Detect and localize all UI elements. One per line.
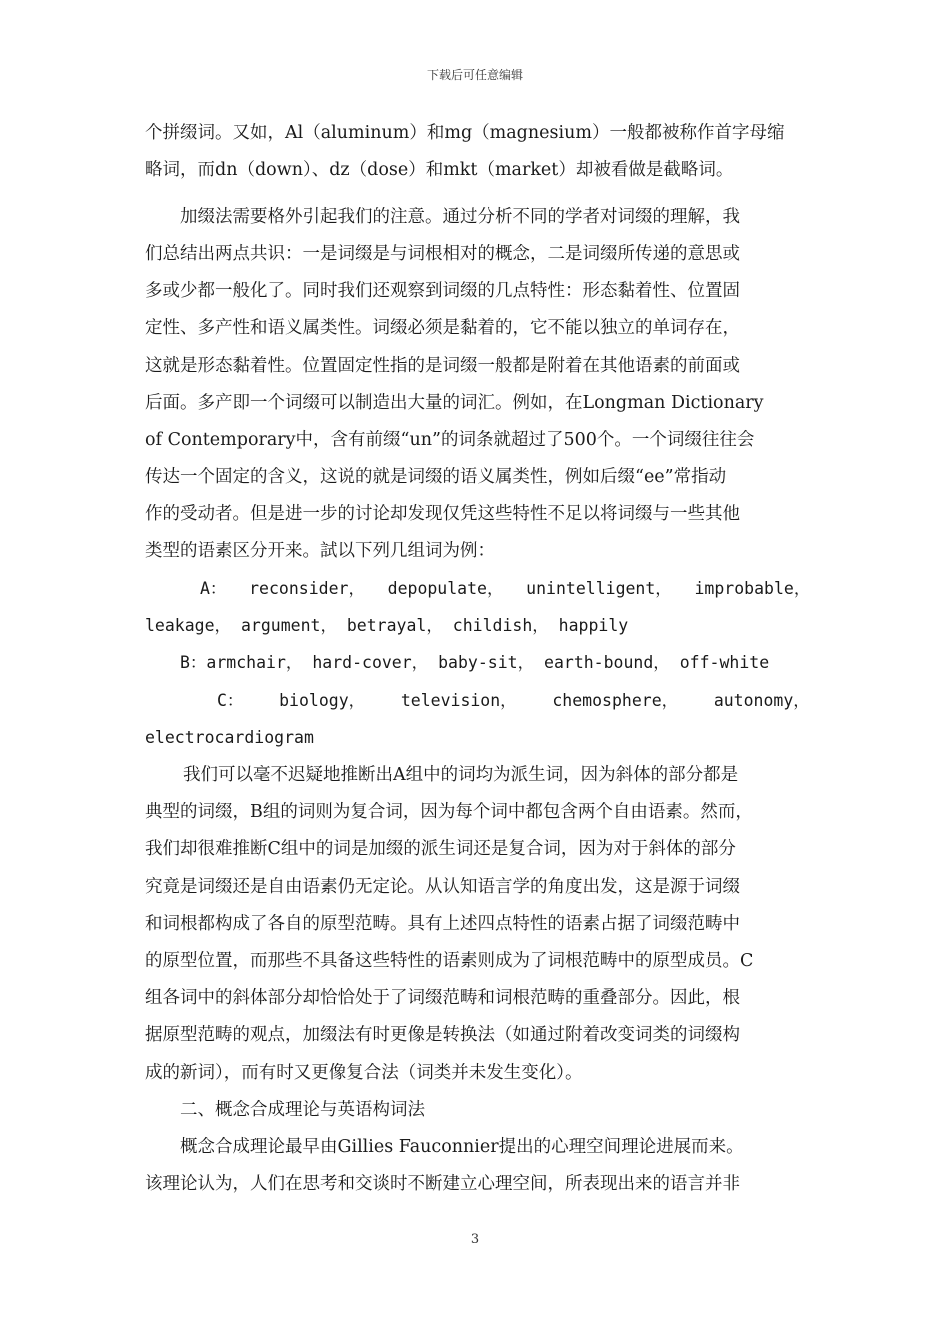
text-line: 定性、多产性和语义属类性。词缀必须是黏着的，它不能以独立的单词存在，: [145, 318, 740, 338]
text-line: 略词，而dn（down）、dz（dose）和mkt（market）却被看做是截略词。: [145, 160, 734, 180]
text-line: 典型的词缀，B组的词则为复合词，因为每个词中都包含两个自由语素。然而，: [145, 802, 753, 822]
text-line: 究竟是词缀还是自由语素仍无定论。从认知语言学的角度出发，这是源于词缀: [145, 877, 740, 897]
page-number: 3: [470, 1232, 480, 1247]
text-line: 的原型位置，而那些不具备这些特性的语素则成为了词根范畴中的原型成员。C: [145, 951, 754, 971]
text-line: 多或少都一般化了。同时我们还观察到词缀的几点特性：形态黏着性、位置固: [145, 281, 740, 301]
text-line: 和词根都构成了各自的原型范畴。具有上述四点特性的语素占据了词缀范畴中: [145, 914, 740, 934]
text-line: 二、概念合成理论与英语构词法: [180, 1100, 425, 1120]
text-line: 概念合成理论最早由Gillies Fauconnier提出的心理空间理论进展而来。: [180, 1137, 744, 1157]
text-line: 该理论认为，人们在思考和交谈时不断建立心理空间，所表现出来的语言并非: [145, 1174, 740, 1194]
text-line: of Contemporary中，含有前缀“un”的词条就超过了500个。一个词缀往往会: [145, 430, 755, 450]
page-header: 下载后可任意编辑: [426, 68, 523, 82]
text-line: C： biology， television， chemosphere， autonomy，: [217, 691, 810, 710]
text-line: 类型的语素区分开来。試以下列几组词为例：: [145, 541, 495, 561]
text-line: 作的受动者。但是进一步的讨论却发现仅凭这些特性不足以将词缀与一些其他: [145, 504, 740, 524]
text-line: electrocardiogram: [145, 728, 314, 747]
text-line: 我们可以毫不迟疑地推断出A组中的词均为派生词，因为斜体的部分都是: [183, 765, 739, 785]
text-line: leakage， argument， betrayal， childish， happily: [145, 616, 629, 635]
text-line: 后面。多产即一个词缀可以制造出大量的词汇。例如，在Longman Dictionary: [145, 393, 764, 413]
text-line: 我们却很难推断C组中的词是加缀的派生词还是复合词，因为对于斜体的部分: [145, 839, 736, 859]
text-line: 传达一个固定的含义，这说的就是词缀的语义属类性，例如后缀“ee”常指动: [145, 467, 727, 487]
text-line: 个拼缀词。又如，Al（aluminum）和mg（magnesium）一般都被称作首字母缩: [145, 123, 785, 143]
text-line: 们总结出两点共识：一是词缀是与词根相对的概念，二是词缀所传递的意思或: [145, 244, 740, 264]
text-line: 据原型范畴的观点，加缀法有时更像是转换法（如通过附着改变词类的词缀构: [145, 1025, 740, 1045]
text-line: 组各词中的斜体部分却恰恰处于了词缀范畴和词根范畴的重叠部分。因此，根: [145, 988, 740, 1008]
text-line: A： reconsider， depopulate， unintelligent， improbable，: [200, 579, 811, 598]
text-line: 成的新词），而有时又更像复合法（词类并未发生变化）。: [145, 1063, 583, 1083]
text-line: 加缀法需要格外引起我们的注意。通过分析不同的学者对词缀的理解，我: [180, 207, 740, 227]
text-line: 这就是形态黏着性。位置固定性指的是词缀一般都是附着在其他语素的前面或: [145, 356, 740, 376]
text-line: B：armchair， hard-cover， baby-sit， earth-bound， off-white: [180, 653, 770, 672]
